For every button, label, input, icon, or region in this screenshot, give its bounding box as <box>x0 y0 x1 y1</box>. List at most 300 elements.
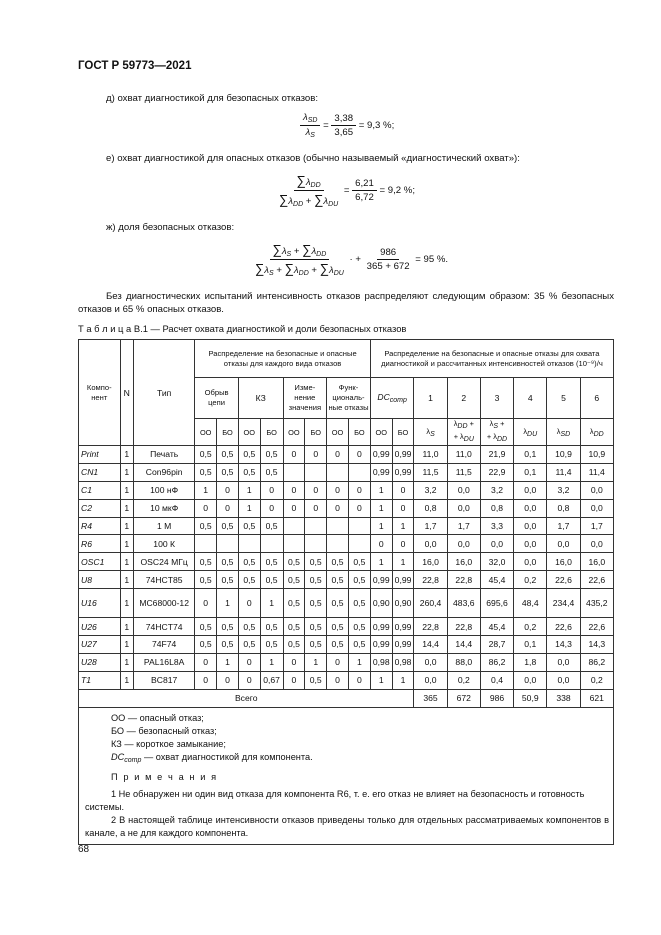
table-cell: 1 <box>120 589 134 618</box>
table-cell: 1 <box>370 671 392 689</box>
table-cell: 1 <box>348 653 370 671</box>
table-cell: 14,3 <box>547 636 580 654</box>
table-cell: 0,5 <box>327 636 349 654</box>
header-col-6: 6 <box>580 378 613 419</box>
table-cell: 0,5 <box>260 636 283 654</box>
component-cell: U16 <box>79 589 121 618</box>
table-cell: 0,5 <box>283 636 305 654</box>
table-cell: 0,99 <box>370 446 392 464</box>
table-cell: 0,99 <box>370 636 392 654</box>
table-cell: 0,5 <box>327 571 349 589</box>
table-cell: 0,90 <box>370 589 392 618</box>
table-row <box>79 517 614 535</box>
table-cell: 22,8 <box>414 571 447 589</box>
table-row <box>79 636 614 654</box>
table-cell: 14,4 <box>447 636 480 654</box>
f3-denominator: 365 + 672 <box>366 261 410 272</box>
table-row <box>79 571 614 589</box>
f2-result: = 9,2 %; <box>379 185 415 197</box>
table-cell: 0,5 <box>238 636 260 654</box>
table-cell: 1 <box>120 517 134 535</box>
component-cell: U28 <box>79 653 121 671</box>
table-cell: 0,0 <box>414 535 447 553</box>
header-lambda-du: λDU <box>514 419 547 446</box>
table-cell: 0,5 <box>260 463 283 481</box>
type-cell: 100 нФ <box>134 481 195 499</box>
table-cell: 0 <box>348 481 370 499</box>
table-cell: 0,90 <box>392 589 414 618</box>
table-cell: 1 <box>120 571 134 589</box>
table-cell: 260,4 <box>414 589 447 618</box>
formula-safe-failure-fraction: $\frac{\sum\lambda_S + \sum\lambda_{DD}}{\sum\lambda_S + \sum\lambda_{DD} + \sum\lambda_{DU}}$ · + $\frac{986}{365 + 672}$ = 95 %. <box>255 242 449 277</box>
table-cell: 45,4 <box>480 618 513 636</box>
table-cell: 86,2 <box>580 653 613 671</box>
table-cell: 22,6 <box>580 571 613 589</box>
table-cell: 22,6 <box>580 618 613 636</box>
table-cell: 0,0 <box>580 535 613 553</box>
legend-kz: КЗ — короткое замыкание; <box>111 738 226 749</box>
type-cell: BC817 <box>134 671 195 689</box>
table-cell: 0,5 <box>195 463 217 481</box>
table-cell <box>238 535 260 553</box>
failure-rate-table <box>78 339 614 845</box>
table-cell: 0,5 <box>305 671 327 689</box>
component-cell: CN1 <box>79 463 121 481</box>
document-header: ГОСТ Р 59773—2021 <box>78 60 192 72</box>
total-lambda-sd: 338 <box>547 689 580 707</box>
table-cell: 435,2 <box>580 589 613 618</box>
table-cell: 22,8 <box>447 618 480 636</box>
table-row <box>79 671 614 689</box>
total-lambda-dd: 621 <box>580 689 613 707</box>
table-cell: 10,9 <box>547 446 580 464</box>
component-cell: U26 <box>79 618 121 636</box>
table-cell: 1 <box>195 481 217 499</box>
header-value-change: Изме-нение значения <box>283 378 327 419</box>
table-cell: 1 <box>238 481 260 499</box>
item-d-text: д) охват диагностикой для безопасных отказов: <box>106 93 319 104</box>
table-cell <box>348 463 370 481</box>
table-cell: 0 <box>327 653 349 671</box>
table-cell <box>283 517 305 535</box>
distribution-paragraph: Без диагностических испытаний интенсивность отказов распределяют следующим образом: 35 % безопасных отказов и 65 % опасных отказов. <box>78 291 614 315</box>
table-cell: 1,7 <box>580 517 613 535</box>
header-bo: БО <box>260 419 283 446</box>
table-cell: 0 <box>217 671 239 689</box>
table-cell: 1 <box>305 653 327 671</box>
table-cell: 0,5 <box>238 463 260 481</box>
header-lambda-s: λS <box>414 419 447 446</box>
table-cell: 0,8 <box>480 499 513 517</box>
table-cell: 0 <box>392 481 414 499</box>
table-cell: 0,0 <box>580 481 613 499</box>
table-cell: 0,1 <box>514 463 547 481</box>
table-cell: 0,5 <box>260 571 283 589</box>
table-cell: 1 <box>217 589 239 618</box>
header-lambda-dd: λDD <box>580 419 613 446</box>
table-cell: 1 <box>120 499 134 517</box>
component-cell: OSC1 <box>79 553 121 571</box>
table-cell: 1 <box>120 636 134 654</box>
table-cell: 0,99 <box>392 571 414 589</box>
table-caption: Т а б л и ц а В.1 — Расчет охвата диагностикой и доли безопасных отказов <box>78 323 407 334</box>
header-bo: БО <box>392 419 414 446</box>
table-cell: 0,5 <box>217 446 239 464</box>
table-cell: 22,8 <box>414 618 447 636</box>
component-cell: R6 <box>79 535 121 553</box>
table-cell: 0 <box>327 446 349 464</box>
table-cell: 0 <box>327 499 349 517</box>
table-cell <box>195 535 217 553</box>
type-cell: 74F74 <box>134 636 195 654</box>
table-cell <box>305 517 327 535</box>
table-cell: 16,0 <box>447 553 480 571</box>
table-cell: 483,6 <box>447 589 480 618</box>
table-cell: 234,4 <box>547 589 580 618</box>
table-cell: 11,0 <box>447 446 480 464</box>
table-cell <box>327 463 349 481</box>
note-2: 2 В настоящей таблице интенсивности отказов приведены только для отдельных рассматриваемых компонентов в канале, а не для каждого компонента. <box>85 814 609 838</box>
table-cell: 86,2 <box>480 653 513 671</box>
f1-numerator: 3,38 <box>331 113 356 126</box>
legend-bo: БО — безопасный отказ; <box>111 725 217 736</box>
table-cell: 11,0 <box>414 446 447 464</box>
table-cell: 0,5 <box>217 553 239 571</box>
table-cell: 0,99 <box>392 446 414 464</box>
header-n: N <box>120 340 134 446</box>
table-cell: 0 <box>238 671 260 689</box>
table-cell: 0,5 <box>238 553 260 571</box>
f3-result: = 95 %. <box>415 254 449 266</box>
header-dc-comp <box>370 378 414 419</box>
table-cell: 0,0 <box>514 671 547 689</box>
table-notes <box>79 707 614 844</box>
header-open-circuit: Обрыв цепи <box>195 378 239 419</box>
table-row <box>79 535 614 553</box>
table-cell: 1 <box>392 517 414 535</box>
table-cell: 0 <box>348 446 370 464</box>
table-cell: 0,99 <box>370 463 392 481</box>
dc-symbol: DC <box>377 392 390 402</box>
table-cell: 0,5 <box>348 553 370 571</box>
table-cell: 0 <box>195 671 217 689</box>
type-cell: 10 мкФ <box>134 499 195 517</box>
table-cell: 1 <box>217 653 239 671</box>
table-cell: 14,4 <box>414 636 447 654</box>
table-cell: 45,4 <box>480 571 513 589</box>
legend-dc: $DC_{comp}$ — охват диагностикой для компонента. <box>111 751 313 764</box>
table-cell: 0 <box>305 446 327 464</box>
table-cell: 0 <box>260 499 283 517</box>
component-cell: U27 <box>79 636 121 654</box>
table-cell: 1 <box>120 553 134 571</box>
table-row <box>79 653 614 671</box>
table-cell: 0,99 <box>370 571 392 589</box>
table-cell: 0,5 <box>305 636 327 654</box>
table-cell <box>305 535 327 553</box>
type-cell: Con96pin <box>134 463 195 481</box>
f1-denominator: 3,65 <box>334 127 354 138</box>
table-cell: 0,5 <box>217 517 239 535</box>
table-cell: 1 <box>370 553 392 571</box>
header-oo: ОО <box>327 419 349 446</box>
table-cell <box>283 463 305 481</box>
type-cell: 74HCT74 <box>134 618 195 636</box>
legend-oo: ОО — опасный отказ; <box>111 712 204 723</box>
table-cell: 0,5 <box>238 571 260 589</box>
table-cell: 0,0 <box>547 653 580 671</box>
table-cell: 0 <box>370 535 392 553</box>
table-cell: 1 <box>370 517 392 535</box>
table-body <box>79 446 614 690</box>
table-row <box>79 446 614 464</box>
table-cell: 0,5 <box>195 517 217 535</box>
component-cell: C1 <box>79 481 121 499</box>
table-cell: 0 <box>305 481 327 499</box>
type-cell: OSC24 МГц <box>134 553 195 571</box>
table-cell: 0 <box>217 481 239 499</box>
table-cell: 0,5 <box>238 517 260 535</box>
table-cell: 0,5 <box>217 463 239 481</box>
total-lambda-dd-du: 672 <box>447 689 480 707</box>
table-row <box>79 463 614 481</box>
table-cell: 22,8 <box>447 571 480 589</box>
table-cell: 22,6 <box>547 571 580 589</box>
table-cell: 1,8 <box>514 653 547 671</box>
f3-numerator: 986 <box>377 247 399 260</box>
table-cell: 3,2 <box>414 481 447 499</box>
header-type: Тип <box>134 340 195 446</box>
type-cell: 100 К <box>134 535 195 553</box>
total-lambda-du: 50,9 <box>514 689 547 707</box>
table-cell: 0,5 <box>217 636 239 654</box>
table-cell: 3,2 <box>480 481 513 499</box>
formula-dangerous-coverage: $\frac{\sum\lambda_{DD}}{\sum\lambda_{DD} + \sum\lambda_{DU}}$ = $\frac{6,21}{6,72}$ = 9,2 %; <box>279 173 415 208</box>
table-cell: 11,5 <box>414 463 447 481</box>
table-cell <box>348 535 370 553</box>
table-cell: 16,0 <box>580 553 613 571</box>
f2-numerator: 6,21 <box>352 178 377 191</box>
total-lambda-s-dd: 986 <box>480 689 513 707</box>
table-cell: 0,0 <box>514 517 547 535</box>
table-cell: 0,5 <box>195 446 217 464</box>
type-cell: MC68000-12 <box>134 589 195 618</box>
table-cell: 0,98 <box>392 653 414 671</box>
table-cell: 0 <box>283 446 305 464</box>
table-cell: 0,5 <box>348 636 370 654</box>
table-cell: 0,5 <box>260 517 283 535</box>
table-cell: 0,5 <box>283 571 305 589</box>
header-lambda-sd: λSD <box>547 419 580 446</box>
table-cell: 1,7 <box>547 517 580 535</box>
table-cell: 0,2 <box>580 671 613 689</box>
table-cell: 1 <box>260 653 283 671</box>
table-cell: 0,5 <box>305 553 327 571</box>
table-cell: 0,0 <box>514 499 547 517</box>
table-cell: 695,6 <box>480 589 513 618</box>
table-cell: 1 <box>370 499 392 517</box>
table-cell: 88,0 <box>447 653 480 671</box>
table-cell <box>305 463 327 481</box>
component-cell: Print <box>79 446 121 464</box>
f2-denominator: 6,72 <box>355 192 374 203</box>
f1-result: = 9,3 %; <box>358 120 395 132</box>
type-cell: 1 М <box>134 517 195 535</box>
table-cell: 1 <box>392 553 414 571</box>
table-cell: 0 <box>348 499 370 517</box>
table-cell: 16,0 <box>414 553 447 571</box>
header-short-circuit: КЗ <box>238 378 283 419</box>
table-cell: 0,5 <box>238 618 260 636</box>
table-cell: 1,7 <box>414 517 447 535</box>
total-lambda-s: 365 <box>414 689 447 707</box>
header-oo: ОО <box>238 419 260 446</box>
formula-safe-coverage: $\frac{\lambda_{SD}}{\lambda_S}$ = $\frac{3,38}{3,65}$ = 9,3 %; <box>300 112 394 139</box>
table-row <box>79 618 614 636</box>
table-cell: 0,2 <box>447 671 480 689</box>
table-cell: 0 <box>283 499 305 517</box>
page-number: 68 <box>78 844 90 855</box>
table-cell: 0,5 <box>195 553 217 571</box>
table-cell: 0,2 <box>514 618 547 636</box>
component-cell: C2 <box>79 499 121 517</box>
table-cell: 0,5 <box>217 618 239 636</box>
table-cell: 1 <box>120 463 134 481</box>
table-cell: 0 <box>327 481 349 499</box>
table-cell: 16,0 <box>547 553 580 571</box>
table-cell: 1 <box>392 671 414 689</box>
table-cell: 11,4 <box>580 463 613 481</box>
table-cell <box>217 535 239 553</box>
table-cell: 28,7 <box>480 636 513 654</box>
header-group-rates: Распределение на безопасные и опасные отказы для охвата диагностикой и рассчитанных интенсивностей отказов (10⁻⁹)/ч <box>370 340 613 378</box>
table-cell: 0,5 <box>195 618 217 636</box>
type-cell: 74HCT85 <box>134 571 195 589</box>
table-cell: 0,5 <box>260 446 283 464</box>
table-cell: 0,0 <box>447 499 480 517</box>
table-cell: 10,9 <box>580 446 613 464</box>
table-cell: 0 <box>283 653 305 671</box>
table-cell: 0,99 <box>370 618 392 636</box>
header-bo: БО <box>348 419 370 446</box>
table-cell: 0,0 <box>414 653 447 671</box>
table-cell: 22,6 <box>547 618 580 636</box>
table-cell: 0,5 <box>283 589 305 618</box>
table-cell: 0 <box>195 499 217 517</box>
table-cell: 0,0 <box>514 481 547 499</box>
table-cell: 0 <box>392 499 414 517</box>
table-cell <box>283 535 305 553</box>
table-cell: 0,5 <box>238 446 260 464</box>
header-col-5: 5 <box>547 378 580 419</box>
table-cell: 0,5 <box>348 571 370 589</box>
table-cell: 1 <box>120 535 134 553</box>
table-cell: 0,5 <box>283 553 305 571</box>
header-group-failure-modes: Распределение на безопасные и опасные отказы для каждого вида отказов <box>195 340 371 378</box>
table-cell <box>327 517 349 535</box>
table-cell: 0 <box>348 671 370 689</box>
table-cell: 3,3 <box>480 517 513 535</box>
header-col-2: 2 <box>447 378 480 419</box>
header-bo: БО <box>217 419 239 446</box>
table-cell: 0 <box>238 653 260 671</box>
type-cell: PAL16L8A <box>134 653 195 671</box>
table-cell: 11,5 <box>447 463 480 481</box>
header-functional-failures: Функ-циональ-ные отказы <box>327 378 371 419</box>
header-component: Компо-нент <box>79 340 121 446</box>
type-cell: Печать <box>134 446 195 464</box>
table-cell: 1 <box>120 618 134 636</box>
note-1: 1 Не обнаружен ни один вид отказа для компонента R6, т. е. его отказ не влияет на безопасность и готовность системы. <box>85 788 585 812</box>
table-cell: 11,4 <box>547 463 580 481</box>
table-cell: 1 <box>120 481 134 499</box>
header-bo: БО <box>305 419 327 446</box>
table-row <box>79 499 614 517</box>
component-cell: R4 <box>79 517 121 535</box>
table-cell: 0,5 <box>195 636 217 654</box>
table-cell: 1 <box>260 589 283 618</box>
table-cell: 0,0 <box>580 499 613 517</box>
table-cell: 0 <box>217 499 239 517</box>
dc-subscript: comp <box>389 397 407 404</box>
header-col-3: 3 <box>480 378 513 419</box>
table-cell: 1 <box>120 446 134 464</box>
table-row <box>79 481 614 499</box>
notes-title: П р и м е ч а н и я <box>111 771 218 782</box>
table-cell: 0,1 <box>514 636 547 654</box>
table-cell: 0 <box>195 653 217 671</box>
header-lambda-s-plus-dd: λS + + λDD <box>480 419 513 446</box>
table-cell: 1 <box>120 653 134 671</box>
table-cell: 0,0 <box>547 535 580 553</box>
table-cell: 0,5 <box>327 589 349 618</box>
table-cell: 0,4 <box>480 671 513 689</box>
table-cell: 0 <box>392 535 414 553</box>
table-cell: 0,2 <box>514 571 547 589</box>
table-cell: 0,1 <box>514 446 547 464</box>
table-cell: 0,99 <box>392 636 414 654</box>
item-e-text: е) охват диагностикой для опасных отказов (обычно называемый «диагностический охват»): <box>106 153 520 164</box>
table-cell: 1 <box>238 499 260 517</box>
table-cell: 0,67 <box>260 671 283 689</box>
table-cell: 0,0 <box>514 535 547 553</box>
table-cell: 0,5 <box>260 553 283 571</box>
table-cell <box>260 535 283 553</box>
table-cell: 0 <box>238 589 260 618</box>
table-cell <box>348 517 370 535</box>
table-cell: 0,5 <box>260 618 283 636</box>
table-cell: 48,4 <box>514 589 547 618</box>
table-cell: 0,8 <box>547 499 580 517</box>
table-cell: 1 <box>370 481 392 499</box>
table-cell: 0 <box>283 481 305 499</box>
table-cell: 0,5 <box>327 553 349 571</box>
table-cell: 0,8 <box>414 499 447 517</box>
table-cell: 21,9 <box>480 446 513 464</box>
item-zh-text: ж) доля безопасных отказов: <box>106 222 235 233</box>
table-cell: 0,5 <box>327 618 349 636</box>
table-cell: 0,5 <box>348 618 370 636</box>
header-oo: ОО <box>370 419 392 446</box>
table-cell: 0,0 <box>480 535 513 553</box>
header-col-4: 4 <box>514 378 547 419</box>
table-cell: 0,0 <box>547 671 580 689</box>
table-cell: 0 <box>327 671 349 689</box>
table-cell: 0 <box>260 481 283 499</box>
table-cell: 0,99 <box>392 618 414 636</box>
table-cell: 0,5 <box>305 618 327 636</box>
component-cell: U8 <box>79 571 121 589</box>
